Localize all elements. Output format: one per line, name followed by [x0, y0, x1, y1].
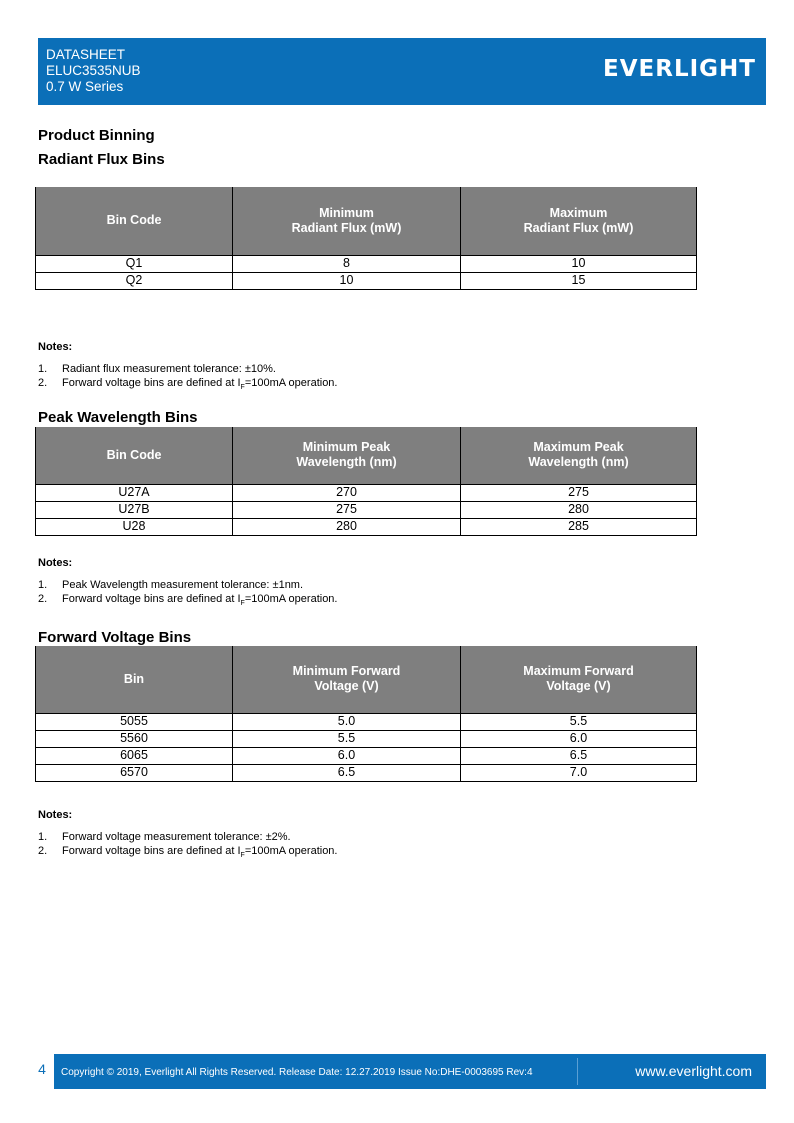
min-value-cell: 8: [233, 255, 461, 272]
note-text: Forward voltage bins are defined at $I_F=100mA$ operation.: [62, 845, 338, 860]
min-value-cell: 10: [233, 272, 461, 289]
column-header: Bin: [36, 646, 233, 713]
max-value-cell: 5.5: [461, 713, 697, 730]
peak-wavelength-notes: [38, 556, 337, 611]
note-number: 2.: [38, 377, 48, 389]
min-value-cell: 280: [233, 518, 461, 535]
notes-title: Notes:: [38, 341, 73, 353]
section-title-forward-voltage: Forward Voltage Bins: [38, 629, 192, 646]
max-value-cell: 275: [461, 484, 697, 501]
header-text: Maximum Peak Wavelength (nm): [528, 440, 629, 470]
section-title-peak-wavelength: Peak Wavelength Bins: [38, 409, 198, 426]
note-item: [38, 592, 337, 611]
bin-code-cell: 6570: [36, 764, 233, 781]
footer-divider: [577, 1058, 578, 1085]
min-value-cell: 275: [233, 501, 461, 518]
bin-code-cell: U27A: [36, 484, 233, 501]
table-row: [36, 501, 697, 518]
everlight-logo: EVERLIGHT: [603, 56, 756, 82]
table-row: [36, 484, 697, 501]
radiant-flux-notes: [38, 340, 337, 395]
note-item: [38, 376, 337, 395]
radiant-flux-table: [35, 187, 697, 290]
column-header: [461, 646, 697, 713]
footer-bar: [54, 1054, 766, 1089]
bin-code-cell: 5560: [36, 730, 233, 747]
column-header: Bin Code: [36, 427, 233, 484]
table-row: [36, 518, 697, 535]
header-text: Maximum Radiant Flux (mW): [523, 205, 634, 235]
note-text: Forward voltage measurement tolerance: ±2%.: [62, 831, 291, 843]
min-value-cell: 5.0: [233, 713, 461, 730]
note-text: Radiant flux measurement tolerance: ±10%.: [62, 363, 276, 375]
note-item: [38, 844, 337, 863]
table-row: [36, 747, 697, 764]
column-header: [461, 427, 697, 484]
table-row: [36, 272, 697, 289]
table-row: [36, 255, 697, 272]
min-value-cell: 6.0: [233, 747, 461, 764]
header-text: Maximum Forward Voltage (V): [523, 664, 634, 694]
bin-code-cell: Q1: [36, 255, 233, 272]
page-number: 4: [30, 1054, 54, 1089]
min-value-cell: 5.5: [233, 730, 461, 747]
bin-code-cell: U27B: [36, 501, 233, 518]
bin-code-cell: U28: [36, 518, 233, 535]
note-number: 1.: [38, 363, 48, 375]
bin-code-cell: 6065: [36, 747, 233, 764]
note-number: 1.: [38, 831, 48, 843]
website-link[interactable]: www.everlight.com: [635, 1063, 752, 1079]
max-value-cell: 280: [461, 501, 697, 518]
notes-title: Notes:: [38, 557, 73, 569]
table-header-row: [36, 646, 697, 713]
table-row: [36, 730, 697, 747]
copyright-text: Copyright © 2019, Everlight All Rights Reserved. Release Date: 12.27.2019 Issue No:DHE-0003695 Rev:4: [61, 1067, 533, 1078]
note-text: Peak Wavelength measurement tolerance: ±1nm.: [62, 579, 304, 591]
max-value-cell: 6.0: [461, 730, 697, 747]
table-header-row: [36, 427, 697, 484]
note-text: Forward voltage bins are defined at $I_F=100mA$ operation.: [62, 593, 338, 608]
note-text: Forward voltage bins are defined at $I_F=100mA$ operation.: [62, 377, 338, 392]
min-value-cell: 270: [233, 484, 461, 501]
max-value-cell: 15: [461, 272, 697, 289]
max-value-cell: 7.0: [461, 764, 697, 781]
note-item: [38, 578, 337, 592]
column-header: [233, 187, 461, 255]
column-header: [461, 187, 697, 255]
bin-code-cell: 5055: [36, 713, 233, 730]
table-row: [36, 713, 697, 730]
max-value-cell: 10: [461, 255, 697, 272]
series-name: 0.7 W Series: [46, 79, 124, 94]
notes-title: Notes:: [38, 809, 73, 821]
note-number: 2.: [38, 845, 48, 857]
section-title-radiant-flux: Radiant Flux Bins: [38, 151, 165, 168]
column-header: [233, 646, 461, 713]
part-number: ELUC3535NUB: [46, 63, 141, 78]
forward-voltage-notes: [38, 808, 337, 863]
note-item: [38, 830, 337, 844]
doc-type: DATASHEET: [46, 47, 126, 62]
min-value-cell: 6.5: [233, 764, 461, 781]
header-text: Minimum Peak Wavelength (nm): [296, 440, 397, 470]
document-info: [46, 47, 141, 95]
peak-wavelength-table: [35, 427, 697, 536]
column-header: Bin Code: [36, 187, 233, 255]
bin-code-cell: Q2: [36, 272, 233, 289]
section-title-product-binning: Product Binning: [38, 127, 155, 144]
column-header: [233, 427, 461, 484]
max-value-cell: 285: [461, 518, 697, 535]
note-number: 2.: [38, 593, 48, 605]
forward-voltage-table: [35, 646, 697, 782]
note-number: 1.: [38, 579, 48, 591]
page-header: [38, 38, 766, 105]
header-text: Minimum Radiant Flux (mW): [291, 205, 402, 235]
max-value-cell: 6.5: [461, 747, 697, 764]
page-footer: [30, 1054, 766, 1089]
table-row: [36, 764, 697, 781]
table-header-row: [36, 187, 697, 255]
note-item: [38, 362, 337, 376]
header-text: Minimum Forward Voltage (V): [292, 664, 401, 694]
